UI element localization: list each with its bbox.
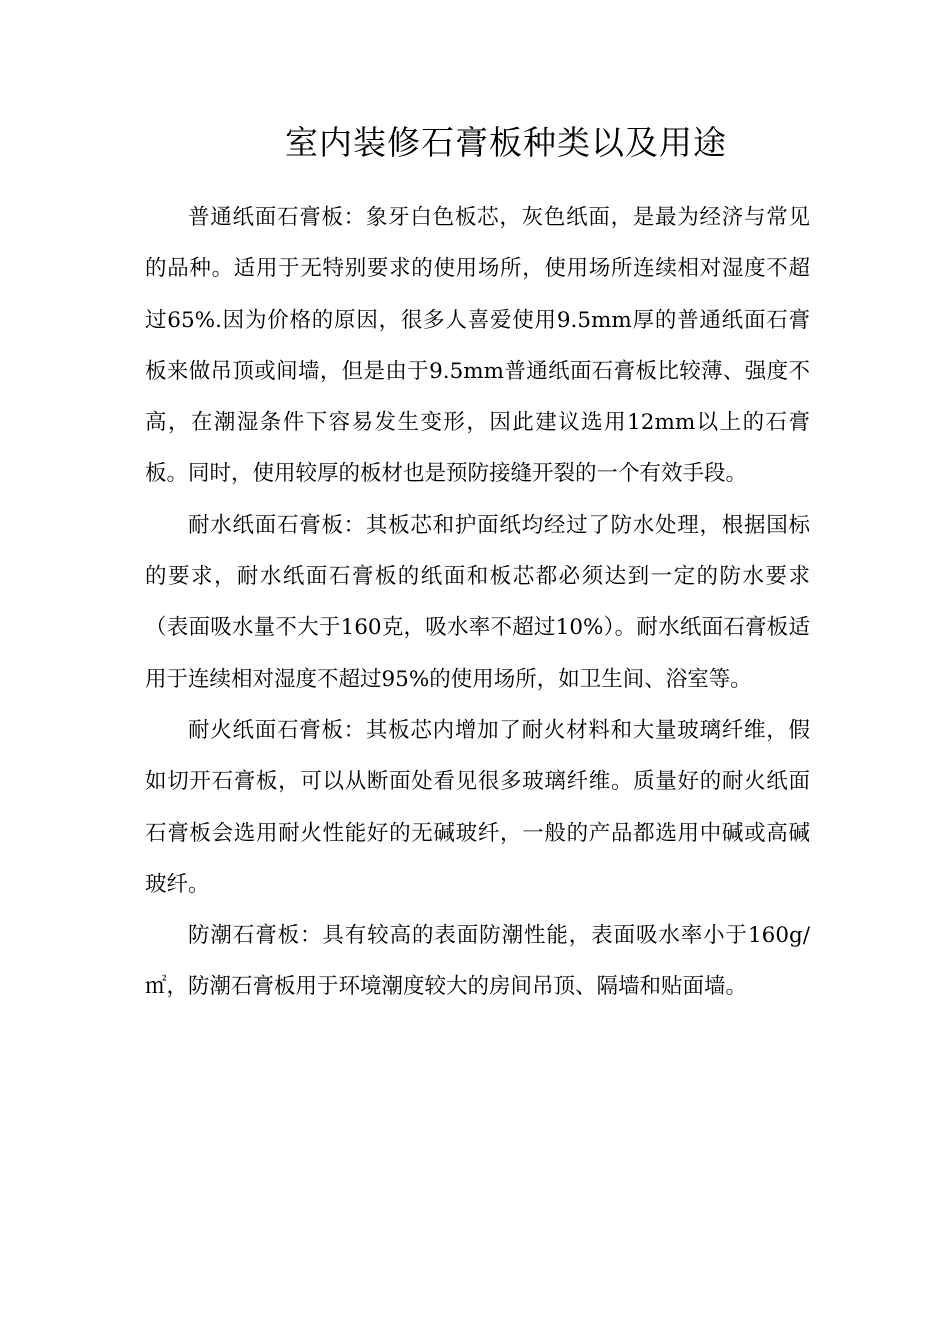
paragraph-fire-resistant-gypsum-board: 耐火纸面石膏板：其板芯内增加了耐火材料和大量玻璃纤维，假如切开石膏板，可以从断面处看见很多玻璃纤维。质量好的耐火纸面石膏板会选用耐火性能好的无碱玻纤，一般的产品都选用中碱或高碱玻纤。: [145, 717, 810, 897]
paragraph-moisture-proof-gypsum-board: 防潮石膏板：具有较高的表面防潮性能，表面吸水率小于160g/㎡，防潮石膏板用于环境潮度较大的房间吊顶、隔墙和贴面墙。: [145, 923, 810, 1000]
document-title: 室内装修石膏板种类以及用途: [285, 123, 727, 162]
paragraph-water-resistant-gypsum-board: 耐水纸面石膏板：其板芯和护面纸均经过了防水处理，根据国标的要求，耐水纸面石膏板的纸面和板芯都必须达到一定的防水要求（表面吸水量不大于160克，吸水率不超过10%）。耐水纸面石膏板适用于连续相对湿度不超过95%的使用场所，如卫生间、浴室等。: [145, 512, 810, 692]
paragraph-ordinary-gypsum-board: 普通纸面石膏板：象牙白色板芯，灰色纸面，是最为经济与常见的品种。适用于无特别要求的使用场所，使用场所连续相对湿度不超过65%.因为价格的原因，很多人喜爱使用9.5mm厚的普通纸面石膏板来做吊顶或间墙，但是由于9.5mm普通纸面石膏板比较薄、强度不高，在潮湿条件下容易发生变形，因此建议选用12mm以上的石膏板。同时，使用较厚的板材也是预防接缝开裂的一个有效手段。: [145, 205, 810, 487]
document-body: [145, 192, 810, 1013]
